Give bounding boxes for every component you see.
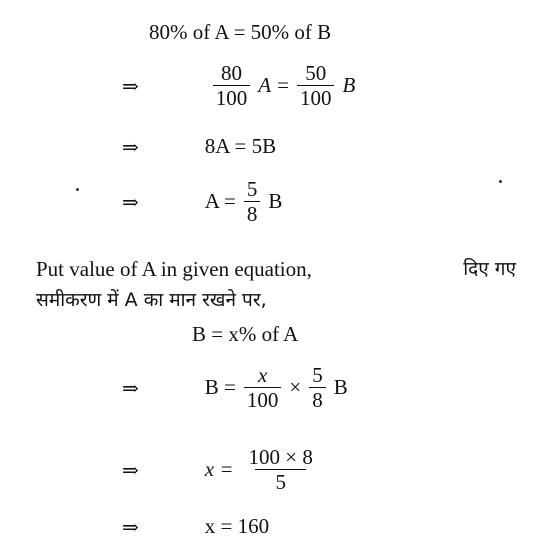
denominator: 5 <box>255 469 306 493</box>
step-5-lhs: x = <box>204 457 234 482</box>
numerator: 5 <box>312 363 323 387</box>
implies-arrow: ⇒ <box>122 134 139 159</box>
denominator: 100 <box>297 85 335 109</box>
numerator: 5 <box>246 177 258 201</box>
step-3 <box>122 178 282 225</box>
step-1 <box>122 62 355 109</box>
statement-text: 80% of A = 50% of B <box>149 20 332 44</box>
times-sign: × <box>289 375 302 400</box>
scan-speck <box>76 188 79 191</box>
denominator: 8 <box>244 201 261 225</box>
step-6-text: x = 160 <box>204 514 270 538</box>
implies-arrow: ⇒ <box>122 457 139 482</box>
step-5 <box>122 446 318 493</box>
explanation-hindi-part2: समीकरण में A का मान रखने पर, <box>36 289 267 311</box>
fraction-800-5 <box>246 446 316 493</box>
numerator: 80 <box>221 61 243 85</box>
denominator: 100 <box>244 387 282 411</box>
variable-b: B <box>333 375 348 400</box>
step-4-lhs: B = <box>204 375 236 400</box>
fraction-80-100 <box>213 62 251 109</box>
numerator: 50 <box>305 61 327 85</box>
numerator: x <box>257 363 268 387</box>
implies-arrow: ⇒ <box>122 514 139 539</box>
fraction-x-100 <box>244 364 282 411</box>
fraction-5-8 <box>244 178 261 225</box>
explanation-english: Put value of A in given equation, <box>36 257 312 281</box>
step-2 <box>122 134 276 159</box>
equals-sign: = <box>277 73 289 98</box>
denominator: 8 <box>309 387 326 411</box>
step-2-text: 8A = 5B <box>204 134 277 158</box>
explanation-hindi-part1: दिए गए <box>463 258 516 280</box>
implies-arrow: ⇒ <box>122 73 139 98</box>
fraction-5-8 <box>309 364 326 411</box>
variable-b: B <box>342 73 356 98</box>
explanation-paragraph <box>36 254 516 315</box>
denominator: 100 <box>213 85 251 109</box>
implies-arrow: ⇒ <box>122 189 139 214</box>
equation-line <box>192 322 298 347</box>
implies-arrow: ⇒ <box>122 375 139 400</box>
step-6 <box>122 514 269 539</box>
step-4 <box>122 364 348 411</box>
variable-b: B <box>268 189 283 214</box>
statement-line <box>149 20 331 45</box>
step-3-lhs: A = <box>204 189 236 214</box>
fraction-50-100 <box>297 62 335 109</box>
numerator: 100 × 8 <box>248 445 313 469</box>
scan-speck <box>499 180 502 183</box>
variable-a: A <box>258 73 272 98</box>
equation-text: B = x% of A <box>192 322 299 346</box>
